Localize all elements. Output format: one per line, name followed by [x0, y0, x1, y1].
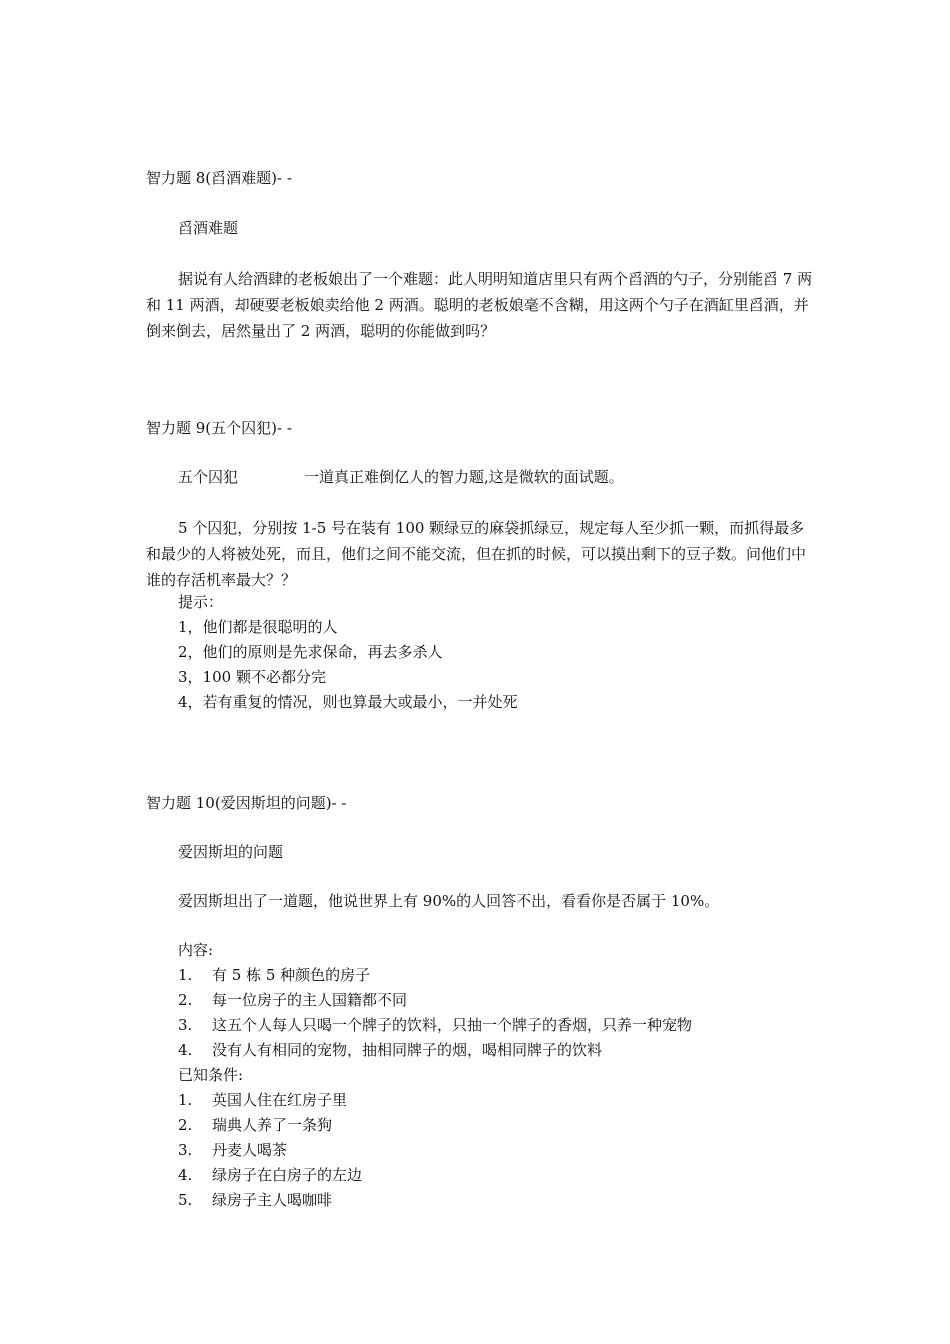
item-number: 3. — [178, 1141, 193, 1159]
q9-hint-item: 3，100 颗不必都分完 — [178, 668, 326, 686]
q10-intro: 爱因斯坦出了一道题，他说世界上有 90%的人回答不出，看看你是否属于 10%。 — [178, 892, 720, 910]
q10-known-label: 已知条件: — [178, 1066, 244, 1084]
q9-hint-item: 2，他们的原则是先求保命，再去多杀人 — [178, 643, 443, 661]
q10-title: 爱因斯坦的问题 — [178, 843, 284, 861]
item-text: 英国人住在红房子里 — [212, 1091, 348, 1109]
q10-known-item — [178, 1115, 332, 1135]
item-number: 4. — [178, 1041, 193, 1059]
q9-body: 5 个囚犯，分别按 1-5 号在装有 100 颗绿豆的麻袋抓绿豆，规定每人至少抓一颗，而抓得最多和最少的人将被处死，而且，他们之间不能交流，但在抓的时候，可以摸出剩下的豆子数。问他们中谁的存活机率最大？？ — [146, 519, 807, 589]
q9-title: 五个囚犯 — [178, 468, 239, 486]
q9-heading: 智力题 9(五个囚犯)- - — [146, 419, 292, 437]
q10-content-item — [178, 1040, 602, 1060]
q10-content-item — [178, 990, 407, 1010]
item-number: 5. — [178, 1191, 193, 1209]
q10-known-item — [178, 1165, 362, 1185]
q9-subtitle: 一道真正难倒亿人的智力题,这是微软的面试题。 — [304, 468, 624, 486]
item-text: 绿房子在白房子的左边 — [212, 1166, 363, 1184]
item-number: 1. — [178, 1091, 193, 1109]
q10-known-item — [178, 1190, 332, 1210]
item-text: 丹麦人喝茶 — [212, 1141, 288, 1159]
q9-hint-item: 4，若有重复的情况，则也算最大或最小，一并处死 — [178, 693, 518, 711]
item-text: 有 5 栋 5 种颜色的房子 — [212, 966, 371, 984]
item-text: 绿房子主人喝咖啡 — [212, 1191, 333, 1209]
q10-heading: 智力题 10(爱因斯坦的问题)- - — [146, 794, 347, 812]
q10-content-item — [178, 965, 370, 985]
item-number: 2. — [178, 991, 193, 1009]
item-number: 1. — [178, 966, 193, 984]
q8-heading: 智力题 8(舀酒难题)- - — [146, 169, 292, 187]
item-text: 这五个人每人只喝一个牌子的饮料，只抽一个牌子的香烟，只养一种宠物 — [212, 1016, 693, 1034]
item-number: 2. — [178, 1116, 193, 1134]
item-number: 3. — [178, 1016, 193, 1034]
item-text: 没有人有相同的宠物，抽相同牌子的烟，喝相同牌子的饮料 — [212, 1041, 603, 1059]
q9-hint-item: 1，他们都是很聪明的人 — [178, 618, 338, 636]
q10-content-item — [178, 1015, 692, 1035]
q8-title: 舀酒难题 — [178, 219, 239, 237]
q10-content-label: 内容: — [178, 941, 214, 959]
item-text: 每一位房子的主人国籍都不同 — [212, 991, 408, 1009]
q8-body: 据说有人给酒肆的老板娘出了一个难题：此人明明知道店里只有两个舀酒的勺子，分别能舀 7 两和 11 两酒，却硬要老板娘卖给他 2 两酒。聪明的老板娘毫不含糊，用这两个勺子在酒缸里舀酒，并倒来倒去，居然量出了 2 两酒，聪明的你能做到吗？ — [146, 270, 813, 340]
q9-hint-label: 提示： — [178, 593, 224, 611]
q10-known-item — [178, 1140, 287, 1160]
item-number: 4. — [178, 1166, 193, 1184]
q10-known-item — [178, 1090, 347, 1110]
item-text: 瑞典人养了一条狗 — [212, 1116, 333, 1134]
